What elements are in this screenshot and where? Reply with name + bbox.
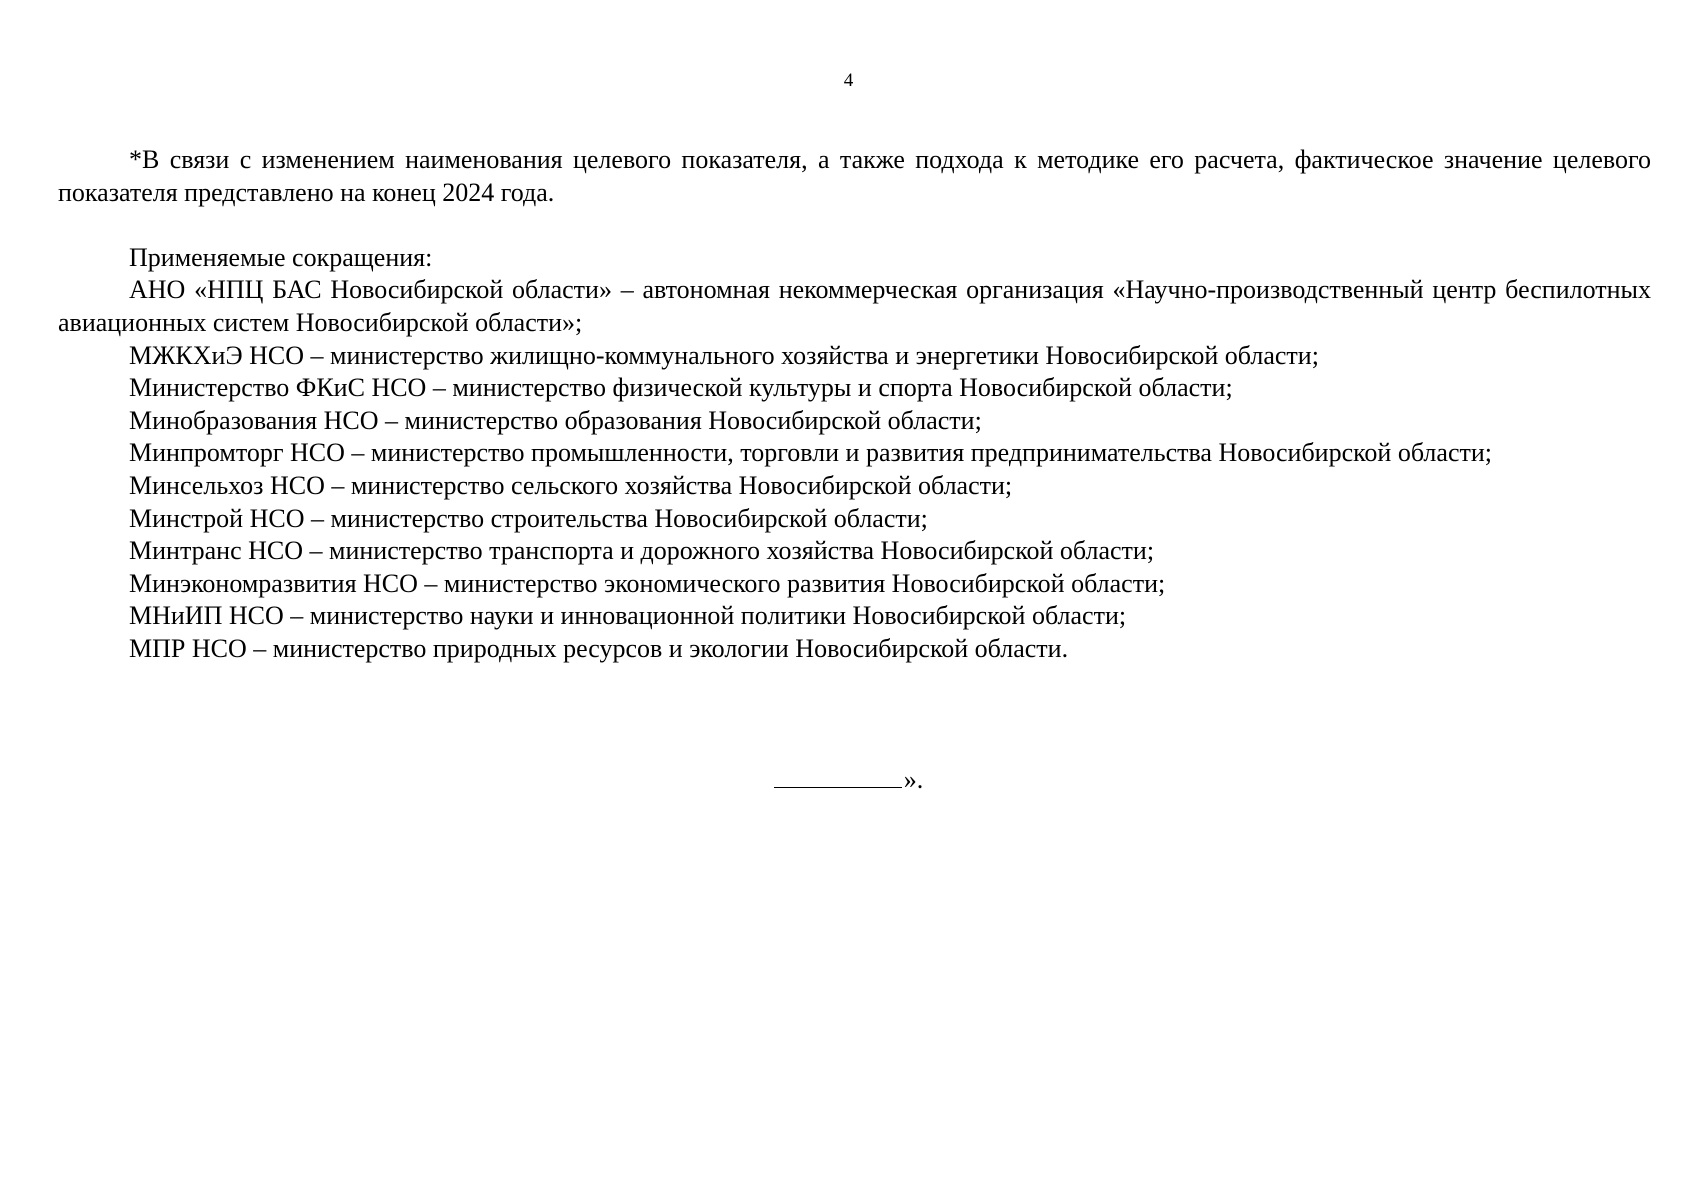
- abbreviation-item-minselkhoz: Минсельхоз НСО – министерство сельского хозяйства Новосибирской области;: [129, 470, 1013, 500]
- abbreviation-item-mzhkhie: МЖКХиЭ НСО – министерство жилищно-коммунального хозяйства и энергетики Новосибирской области;: [129, 340, 1319, 370]
- abbreviations-heading: Применяемые сокращения:: [129, 242, 433, 272]
- abbreviation-item-mintrans: Минтранс НСО – министерство транспорта и дорожного хозяйства Новосибирской области;: [129, 536, 1155, 566]
- document-body: [58, 144, 1651, 666]
- abbreviation-item-minekonomrazvitiya: Минэкономразвития НСО – министерство экономического развития Новосибирской области;: [129, 568, 1166, 598]
- abbreviation-item-minstroy: Минстрой НСО – министерство строительства Новосибирской области;: [129, 503, 928, 533]
- abbreviation-item-ano-npc-bas: АНО «НПЦ БАС Новосибирской области» – автономная некоммерческая организация «Научно-производственный центр беспилотных авиационных систем Новосибирской области»;: [58, 275, 1651, 337]
- abbreviation-item-fkis: Министерство ФКиС НСО – министерство физической культуры и спорта Новосибирской области;: [129, 373, 1233, 403]
- paragraph-spacer: [58, 209, 1651, 242]
- abbreviation-item-minpromtorg: Минпромторг НСО – министерство промышленности, торговли и развития предпринимательства Новосибирской области;: [129, 438, 1492, 468]
- closing-mark: [0, 763, 1697, 796]
- page-number: 4: [843, 70, 854, 91]
- abbreviation-item-mpr: МПР НСО – министерство природных ресурсов и экологии Новосибирской области.: [129, 633, 1069, 663]
- abbreviation-item-mniip: МНиИП НСО – министерство науки и инновационной политики Новосибирской области;: [129, 601, 1127, 631]
- abbreviation-item-minobrazovaniya: Минобразования НСО – министерство образования Новосибирской области;: [129, 405, 982, 435]
- closing-underline: [774, 763, 902, 788]
- footnote-paragraph: *В связи с изменением наименования целевого показателя, а также подхода к методике его расчета, фактическое значение целевого показателя представлено на конец 2024 года.: [58, 145, 1651, 207]
- closing-quote-suffix: ».: [903, 765, 924, 794]
